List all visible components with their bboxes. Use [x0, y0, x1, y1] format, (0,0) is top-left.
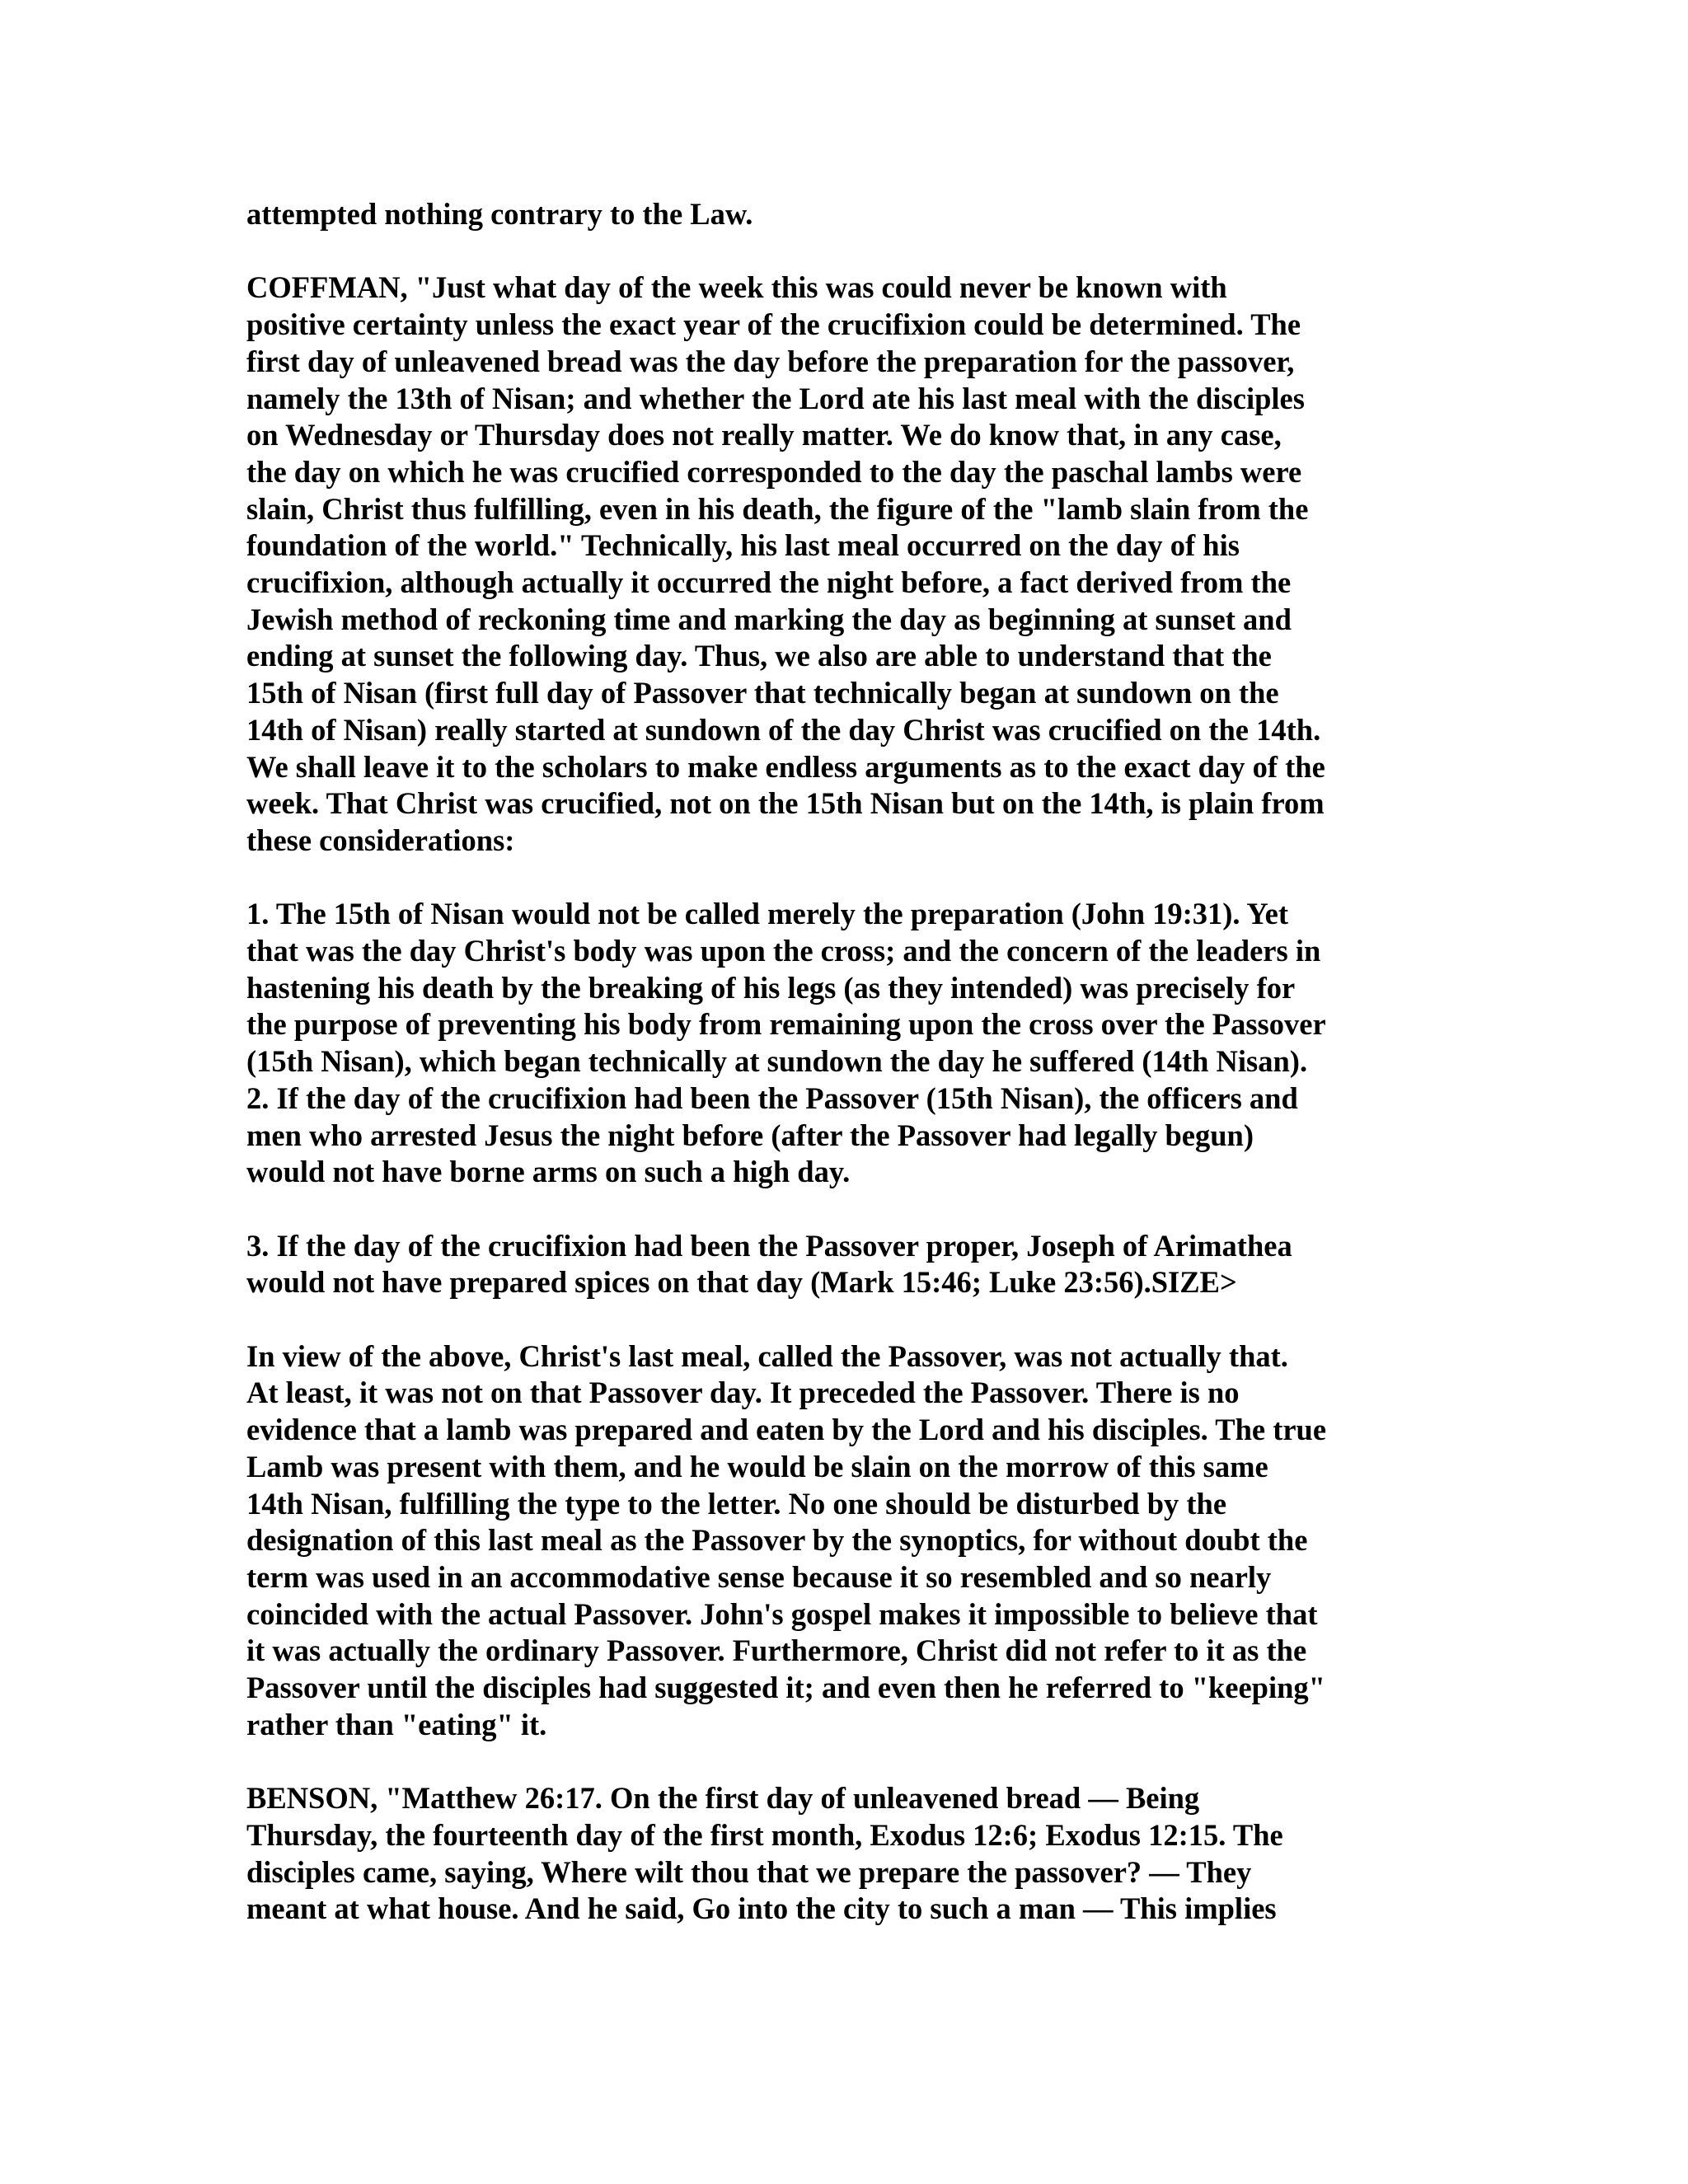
text-line: attempted nothing contrary to the Law.	[246, 197, 753, 231]
text-line: At least, it was not on that Passover day. It preceded the Passover. There is no	[246, 1376, 1240, 1410]
text-line: COFFMAN, "Just what day of the week this was could never be known with	[246, 270, 1227, 305]
text-line: 1. The 15th of Nisan would not be called merely the preparation (John 19:31). Yet	[246, 897, 1288, 931]
text-line: (15th Nisan), which began technically at sundown the day he suffered (14th Nisan).	[246, 1044, 1308, 1079]
text-line: would not have borne arms on such a high day.	[246, 1155, 851, 1189]
text-line: first day of unleavened bread was the day before the preparation for the passover,	[246, 344, 1295, 378]
paragraph-intro	[246, 196, 1433, 233]
text-line: that was the day Christ's body was upon the cross; and the concern of the leaders in	[246, 934, 1321, 968]
text-line: would not have prepared spices on that day (Mark 15:46; Luke 23:56).SIZE>	[246, 1265, 1237, 1300]
text-line: slain, Christ thus fulfilling, even in his death, the figure of the "lamb slain from the	[246, 491, 1309, 526]
text-line: coincided with the actual Passover. John's gospel makes it impossible to believe that	[246, 1596, 1318, 1631]
text-line: 14th Nisan, fulfilling the type to the letter. No one should be disturbed by the	[246, 1486, 1227, 1521]
text-line: Lamb was present with them, and he would be slain on the morrow of this same	[246, 1449, 1268, 1483]
text-line: ending at sunset the following day. Thus, we also are able to understand that the	[246, 639, 1272, 673]
text-line: 14th of Nisan) really started at sundown of the day Christ was crucified on the 14th.	[246, 712, 1321, 747]
paragraph-point-3	[246, 1228, 1433, 1301]
text-line: We shall leave it to the scholars to make endless arguments as to the exact day of the	[246, 749, 1325, 784]
paragraph-in-view	[246, 1338, 1433, 1744]
text-line: rather than "eating" it.	[246, 1707, 547, 1741]
text-line: evidence that a lamb was prepared and eaten by the Lord and his disciples. The true	[246, 1413, 1327, 1447]
text-line: men who arrested Jesus the night before (after the Passover had legally begun)	[246, 1118, 1254, 1152]
paragraph-coffman	[246, 269, 1433, 859]
text-line: week. That Christ was crucified, not on the 15th Nisan but on the 14th, is plain from	[246, 786, 1325, 821]
document-page	[246, 196, 1433, 1965]
text-line: foundation of the world." Technically, his last meal occurred on the day of his	[246, 528, 1240, 563]
text-line: on Wednesday or Thursday does not really matter. We do know that, in any case,	[246, 418, 1282, 452]
text-line: positive certainty unless the exact year of the crucifixion could be determined. The	[246, 307, 1301, 342]
text-line: the purpose of preventing his body from remaining upon the cross over the Passover	[246, 1007, 1326, 1042]
text-line: crucifixion, although actually it occurred the night before, a fact derived from the	[246, 565, 1292, 600]
text-line: 2. If the day of the crucifixion had been the Passover (15th Nisan), the officers and	[246, 1080, 1298, 1115]
text-line: meant at what house. And he said, Go into the city to such a man — This implies	[246, 1891, 1277, 1926]
text-line: the day on which he was crucified corresponded to the day the paschal lambs were	[246, 454, 1302, 489]
text-line: Passover until the disciples had suggested it; and even then he referred to "keeping"	[246, 1671, 1325, 1705]
text-line: Jewish method of reckoning time and marking the day as beginning at sunset and	[246, 602, 1292, 636]
text-line: namely the 13th of Nisan; and whether the Lord ate his last meal with the disciples	[246, 381, 1305, 415]
text-line: term was used in an accommodative sense because it so resembled and so nearly	[246, 1559, 1272, 1594]
text-line: In view of the above, Christ's last meal, called the Passover, was not actually that.	[246, 1338, 1288, 1373]
text-line: hastening his death by the breaking of his legs (as they intended) was precisely for	[246, 970, 1296, 1005]
text-line: 3. If the day of the crucifixion had been the Passover proper, Joseph of Arimathea	[246, 1228, 1292, 1263]
text-line: these considerations:	[246, 823, 515, 857]
text-line: BENSON, "Matthew 26:17. On the first day of unleavened bread — Being	[246, 1781, 1200, 1816]
paragraph-points-1-2	[246, 896, 1433, 1191]
text-line: designation of this last meal as the Passover by the synoptics, for without doubt the	[246, 1523, 1308, 1558]
text-line: 15th of Nisan (first full day of Passover that technically began at sundown on the	[246, 676, 1279, 710]
text-line: disciples came, saying, Where wilt thou that we prepare the passover? — They	[246, 1854, 1252, 1889]
paragraph-benson	[246, 1780, 1433, 1928]
text-line: Thursday, the fourteenth day of the first month, Exodus 12:6; Exodus 12:15. The	[246, 1817, 1283, 1852]
text-line: it was actually the ordinary Passover. Furthermore, Christ did not refer to it as the	[246, 1633, 1307, 1668]
